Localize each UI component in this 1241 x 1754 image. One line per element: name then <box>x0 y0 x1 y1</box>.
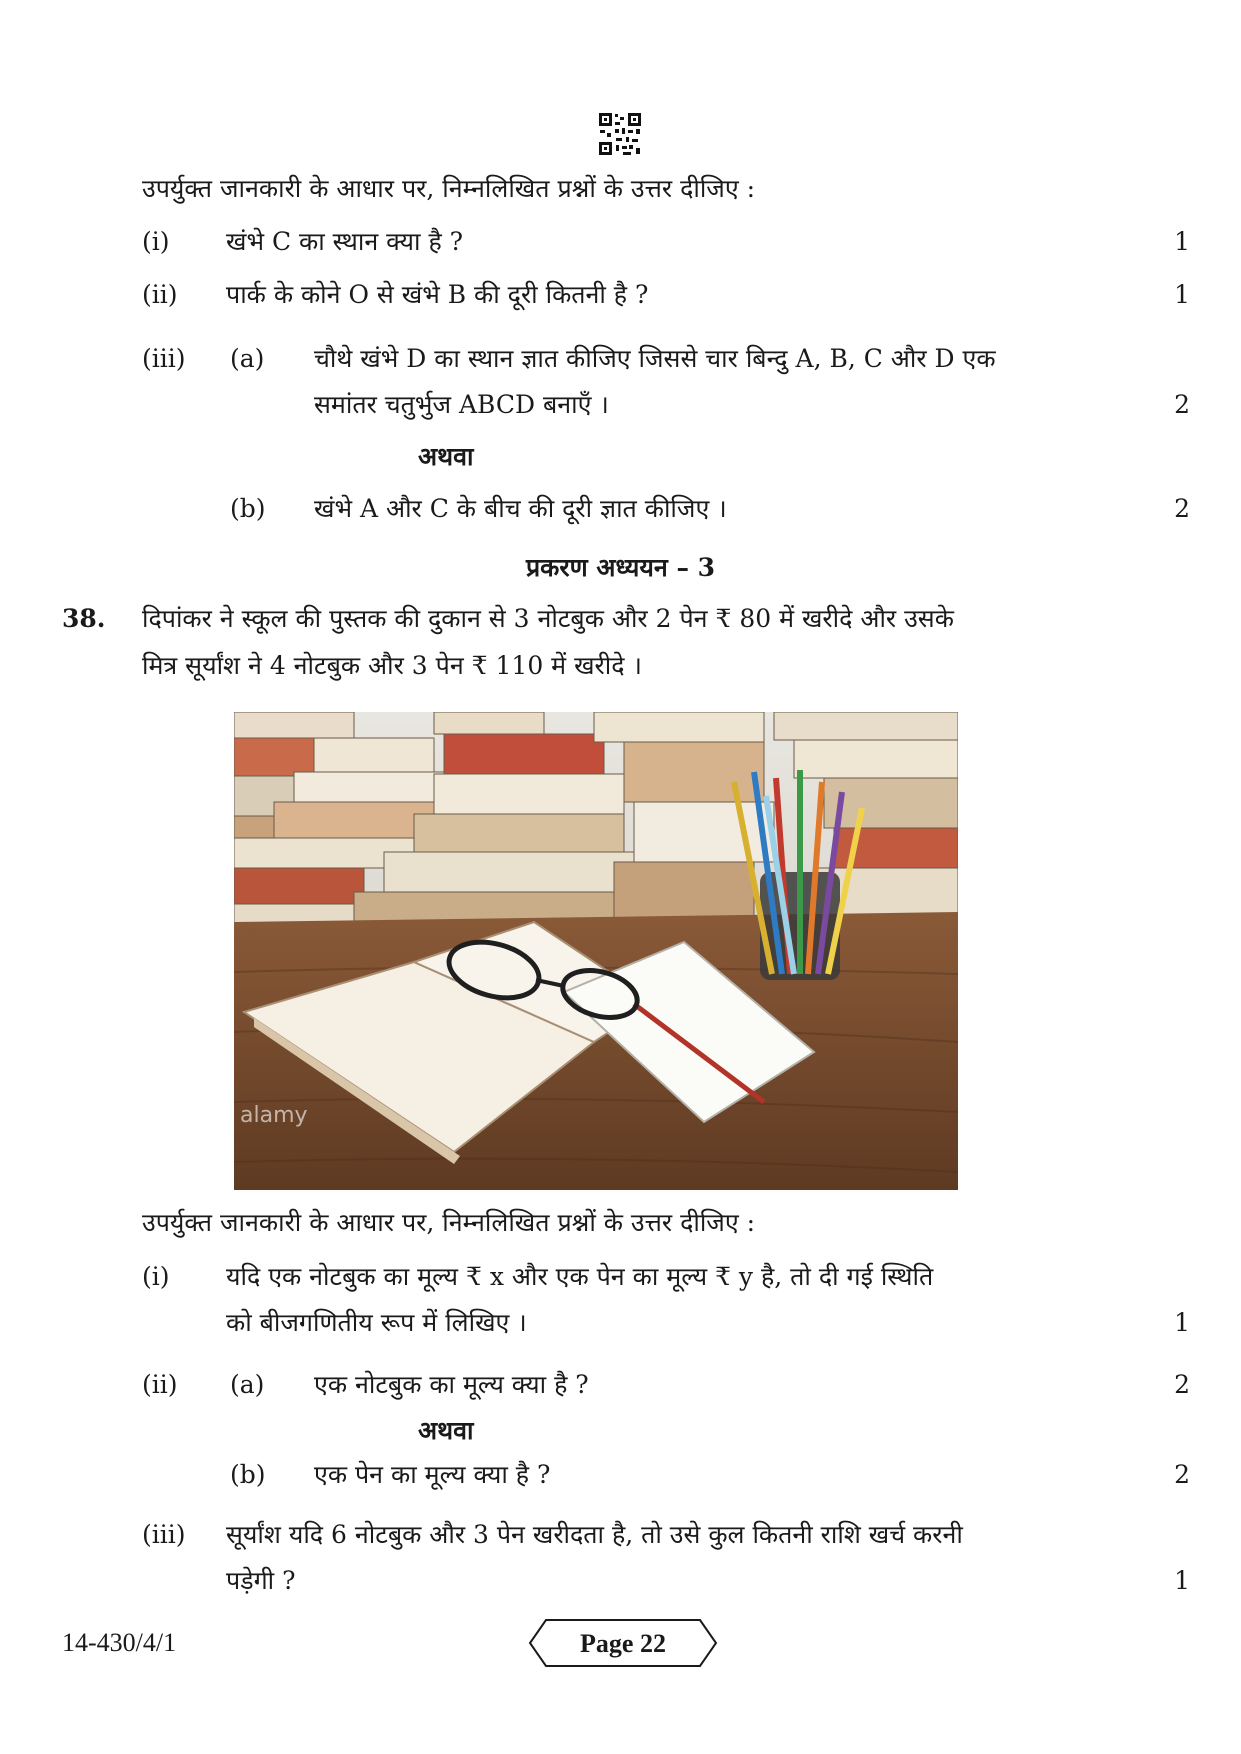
qr-code-icon <box>598 112 642 156</box>
question-text: दिपांकर ने स्कूल की पुस्तक की दुकान से 3 नोटबुक और 2 पेन ₹ 80 में खरीदे और उसके <box>142 604 954 633</box>
question-text: पड़ेगी ? <box>226 1566 296 1595</box>
marks: 1 <box>1174 280 1190 309</box>
marks: 2 <box>1174 1460 1190 1489</box>
question-label: (iii) <box>142 344 186 373</box>
sub-question-label: (b) <box>230 1460 266 1489</box>
question-text: एक पेन का मूल्य क्या है ? <box>314 1460 551 1489</box>
question-label: (iii) <box>142 1520 186 1549</box>
page-number-badge <box>528 1618 718 1668</box>
question-text: को बीजगणितीय रूप में लिखिए । <box>226 1308 527 1337</box>
marks: 1 <box>1174 227 1190 256</box>
sub-question-label: (b) <box>230 494 266 523</box>
question-text: चौथे खंभे D का स्थान ज्ञात कीजिए जिससे चार बिन्दु A, B, C और D एक <box>314 344 996 373</box>
question-text: एक नोटबुक का मूल्य क्या है ? <box>314 1370 589 1399</box>
question-text: मित्र सूर्यांश ने 4 नोटबुक और 3 पेन ₹ 110 में खरीदे । <box>142 651 642 680</box>
marks: 2 <box>1174 494 1190 523</box>
paper-code: 14-430/4/1 <box>62 1628 177 1657</box>
section-heading: प्रकरण अध्ययन – 3 <box>525 553 716 582</box>
marks: 2 <box>1174 390 1190 419</box>
question-label: (i) <box>142 227 170 256</box>
question-label: (ii) <box>142 1370 178 1399</box>
question-text: पार्क के कोने O से खंभे B की दूरी कितनी है ? <box>226 280 649 309</box>
question-text: यदि एक नोटबुक का मूल्य ₹ x और एक पेन का मूल्य ₹ y है, तो दी गई स्थिति <box>226 1262 934 1291</box>
instruction-text: उपर्युक्त जानकारी के आधार पर, निम्नलिखित प्रश्नों के उत्तर दीजिए : <box>142 174 756 203</box>
question-label: (i) <box>142 1262 170 1291</box>
page-number: Page 22 <box>580 1629 666 1658</box>
or-separator: अथवा <box>418 1416 474 1445</box>
instruction-text: उपर्युक्त जानकारी के आधार पर, निम्नलिखित प्रश्नों के उत्तर दीजिए : <box>142 1208 756 1237</box>
marks: 1 <box>1174 1566 1190 1595</box>
sub-question-label: (a) <box>230 1370 265 1399</box>
question-text: सूर्यांश यदि 6 नोटबुक और 3 पेन खरीदता है, तो उसे कुल कितनी राशि खर्च करनी <box>226 1520 963 1549</box>
question-text: खंभे C का स्थान क्या है ? <box>226 227 464 256</box>
image-watermark: alamy <box>240 1103 308 1128</box>
question-text: समांतर चतुर्भुज ABCD बनाएँ । <box>314 390 609 419</box>
marks: 2 <box>1174 1370 1190 1399</box>
question-label: (ii) <box>142 280 178 309</box>
marks: 1 <box>1174 1308 1190 1337</box>
question-number: 38. <box>62 604 106 633</box>
question-text: खंभे A और C के बीच की दूरी ज्ञात कीजिए । <box>314 494 727 523</box>
books-pencils-photo <box>234 712 958 1190</box>
sub-question-label: (a) <box>230 344 265 373</box>
or-separator: अथवा <box>418 442 474 471</box>
